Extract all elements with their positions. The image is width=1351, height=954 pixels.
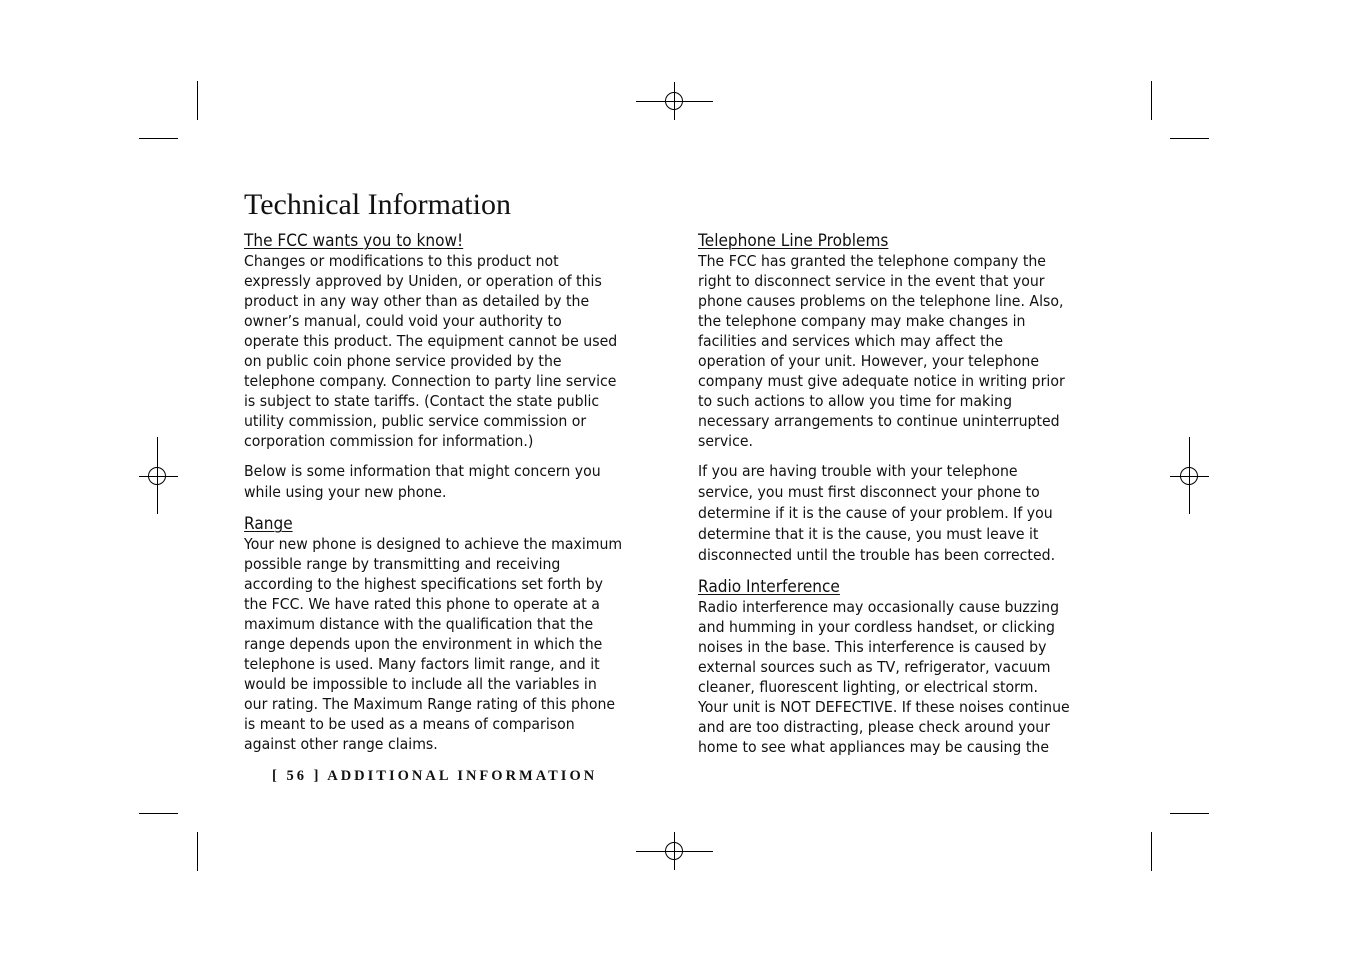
paragraph-fcc-below: Below is some information that might concern you while using your new phone. — [244, 462, 601, 501]
section-fcc — [244, 230, 664, 503]
section-heading-range: Range — [244, 514, 293, 533]
left-column — [244, 230, 664, 754]
section-heading-radio-interference: Radio Interference — [698, 577, 840, 596]
crop-mark-top-right-horizontal — [1170, 138, 1209, 139]
page-footer: [ 56 ] ADDITIONAL INFORMATION — [272, 768, 598, 784]
section-radio-interference — [698, 576, 1118, 757]
section-heading-telephone-line: Telephone Line Problems — [698, 231, 889, 250]
crop-mark-bottom-right-horizontal — [1170, 813, 1209, 814]
paragraph-range: Your new phone is designed to achieve the maximum possible range by transmitting and receiving according to the highest specifications set forth by the FCC. We have rated this phone to operate at a maximum distance with the qualification that the range depends upon the environment in which the telephone is used. Many factors limit range, and it would be impossible to include all the variables in our rating. The Maximum Range rating of this phone is meant to be used as a means of comparison against other range claims. — [244, 535, 623, 753]
section-range — [244, 513, 664, 754]
paragraph-telephone-line-fcc: The FCC has granted the telephone company the right to disconnect service in the event that your phone causes problems on the telephone line. Also, the telephone company may make changes in facilities and services which may affect the operation of your unit. However, your telephone company must give adequate notice in writing prior to such actions to allow you time for making necessary arrangements to continue uninterrupted service. — [698, 252, 1065, 450]
crop-mark-bottom-right-vertical — [1151, 832, 1152, 871]
crop-mark-bottom-left-vertical — [197, 832, 198, 871]
section-heading-fcc: The FCC wants you to know! — [244, 231, 464, 250]
paragraph-telephone-line-trouble: If you are having trouble with your telephone service, you must first disconnect your phone to determine if it is the cause of your problem. If you determine that it is the cause, you must leave it disconnected until the trouble has been corrected. — [698, 462, 1056, 564]
crop-mark-bottom-left-horizontal — [139, 813, 178, 814]
page-title: Technical Information — [244, 188, 511, 221]
paragraph-radio-interference: Radio interference may occasionally cause buzzing and humming in your cordless handset, or clicking noises in the base. This interference is caused by external sources such as TV, refrigerator, vacuum cleaner, fluorescent lighting, or electrical storm. Your unit is NOT DEFECTIVE. If these noises continue and are too distracting, please check around your home to see what appliances may be causing the — [698, 598, 1070, 756]
crop-mark-top-right-vertical — [1151, 81, 1152, 120]
paragraph-fcc-changes: Changes or modifications to this product not expressly approved by Uniden, or operation of this product in any way other than as detailed by the owner’s manual, could void your authority to operate this product. The equipment cannot be used on public coin phone service provided by the telephone company. Connection to party line service is subject to state tariffs. (Contact the state public utility commission, public service commission or corporation commission for information.) — [244, 252, 618, 450]
right-column — [698, 230, 1118, 757]
crop-mark-top-left-vertical — [197, 81, 198, 120]
section-telephone-line — [698, 230, 1118, 566]
crop-mark-top-left-horizontal — [139, 138, 178, 139]
